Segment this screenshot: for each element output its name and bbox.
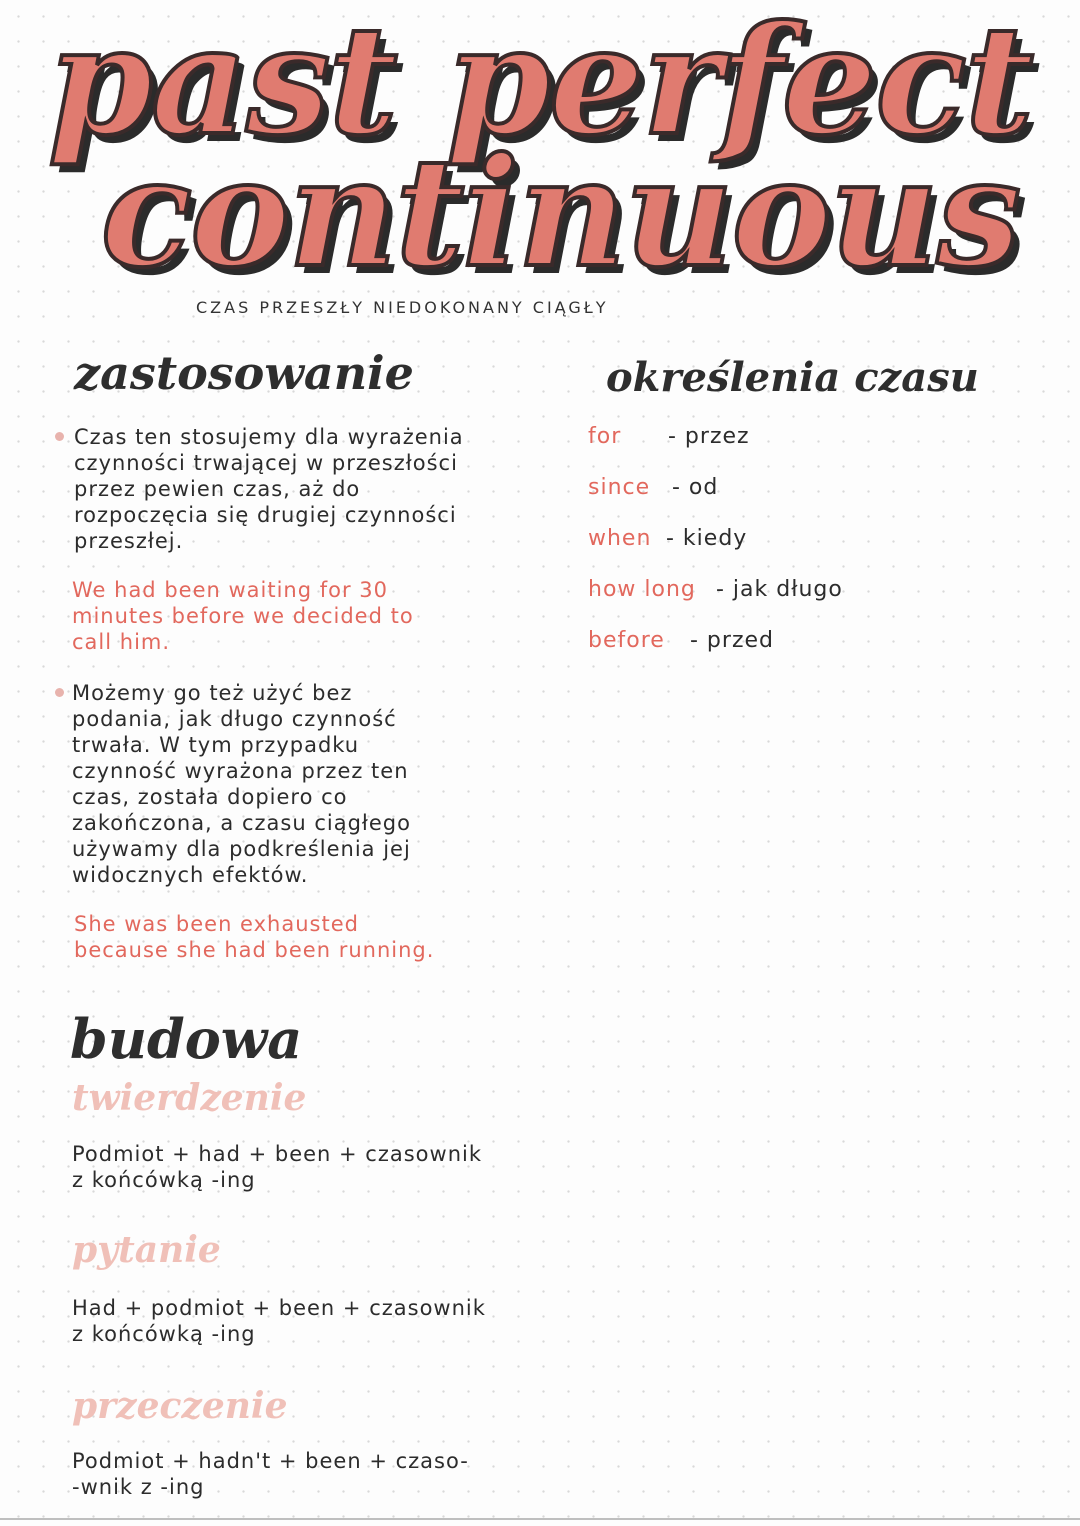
page-bottom-edge (0, 1518, 1080, 1520)
time-word-since: since (588, 475, 651, 500)
usage-1-line: Czas ten stosujemy dla wyrażenia (74, 425, 464, 449)
example-1-text (72, 577, 414, 655)
subheading-pytanie: pytanie (72, 1229, 221, 1271)
bullet-usage-1 (55, 432, 64, 441)
usage-2-line: Możemy go też użyć bez (72, 681, 353, 705)
example-2-line: because she had been running. (74, 938, 435, 962)
example-1-line: We had been waiting for 30 (72, 578, 389, 602)
usage-2-text (72, 680, 411, 888)
usage-2-line: używamy dla podkreślenia jej (72, 837, 411, 861)
usage-1-line: rozpoczęcia się drugiej czynności (74, 503, 457, 527)
usage-2-line: zakończona, a czasu ciągłego (72, 811, 411, 835)
twierdzenie-line: Podmiot + had + been + czasownik (72, 1142, 482, 1166)
usage-2-line: czas, została dopiero co (72, 785, 348, 809)
subheading-twierdzenie: twierdzenie (72, 1077, 307, 1119)
usage-2-line: trwała. W tym przypadku (72, 733, 360, 757)
twierdzenie-formula (72, 1141, 482, 1193)
time-translation-how-long: - jak długo (716, 577, 843, 602)
pytanie-line: Had + podmiot + been + czasownik (72, 1296, 486, 1320)
example-1-line: call him. (72, 630, 171, 654)
time-word-for: for (588, 424, 622, 449)
usage-1-line: przez pewien czas, aż do (74, 477, 361, 501)
usage-2-line: czynność wyrażona przez ten (72, 759, 409, 783)
usage-2-line: podania, jak długo czynność (72, 707, 397, 731)
example-1-line: minutes before we decided to (72, 604, 414, 628)
time-translation-for: - przez (668, 424, 750, 449)
przeczenie-formula (72, 1448, 469, 1500)
usage-2-line: widocznych efektów. (72, 863, 309, 887)
heading-okreslenia-czasu: określenia czasu (606, 354, 979, 401)
pytanie-line: z końcówką -ing (72, 1322, 256, 1346)
usage-1-line: czynności trwającej w przeszłości (74, 451, 458, 475)
pytanie-formula (72, 1295, 486, 1347)
przeczenie-line: -wnik z -ing (72, 1475, 205, 1499)
usage-1-text (74, 424, 464, 554)
time-translation-when: - kiedy (666, 526, 748, 551)
time-word-before: before (588, 628, 665, 653)
title-line-1: past perfect (48, 0, 1032, 169)
time-word-when: when (588, 526, 652, 551)
bullet-usage-2 (55, 688, 64, 697)
heading-zastosowanie: zastosowanie (74, 346, 414, 400)
przeczenie-line: Podmiot + hadn't + been + czaso- (72, 1449, 469, 1473)
heading-budowa: budowa (70, 1007, 303, 1071)
title-line-2: continuous (100, 125, 1020, 301)
time-translation-since: - od (672, 475, 719, 500)
subtitle: CZAS PRZESZŁY NIEDOKONANY CIĄGŁY (196, 298, 609, 317)
usage-1-line: przeszłej. (74, 529, 184, 553)
subheading-przeczenie: przeczenie (72, 1385, 288, 1427)
twierdzenie-line: z końcówką -ing (72, 1168, 256, 1192)
time-word-how-long: how long (588, 577, 696, 602)
example-2-text (74, 911, 434, 963)
example-2-line: She was been exhausted (74, 912, 359, 936)
time-translation-before: - przed (690, 628, 774, 653)
